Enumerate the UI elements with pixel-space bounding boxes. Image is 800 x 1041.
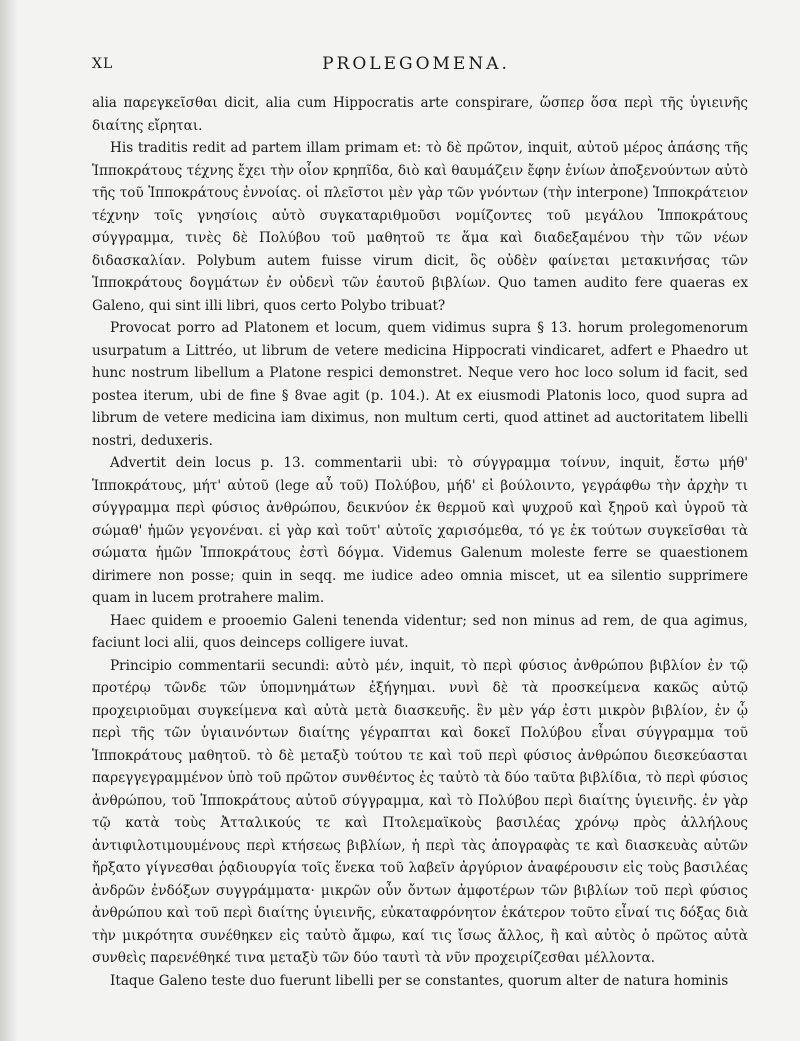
paragraph-provocat: Provocat porro ad Platonem et locum, quem vidimus supra § 13. horum prolegomenorum usurpatum a Littréo, ut librum de vetere medicina Hippocrati vindicaret, adfert e Phaedro ut hunc nostrum libellum a Platone respici demonstret. Neque vero hoc loco solum id facit, sed postea iterum, ubi de fine § 8vae agit (p. 104.). At ex eiusmodi Platonis loco, quod supra ad librum de vetere medicina iam diximus, non multum certi, quod attinet ad auctoritatem libelli nostri, deduxeris. bbox=[92, 320, 748, 449]
paragraph-principio: Principio commentarii secundi: αὐτὸ μέν, inquit, τὸ περὶ φύσιος ἀνθρώπου βιβλίον ἐν τῷ προτέρῳ τῶνδε τῶν ὑπομνημάτων ἐξήγημαι. νυνὶ δὲ τὰ προσκείμενα κακῶς αὐτῷ προχειριοῦμαι συγκείμενα καὶ αὐτὰ μετὰ διασκευῆς. ἓν μὲν γάρ ἐστι μικρὸν βιβλίον, ἐν ᾧ περὶ τῆς τῶν ὑγιαινόντων διαίτης γέγραπται καὶ δοκεῖ Πολύβου εἶναι σύγγραμμα τοῦ Ἱπποκράτους μαθητοῦ. τὸ δὲ μεταξὺ τούτου τε καὶ τοῦ περὶ φύσιος ἀνθρώπου διεσκεύασται παρεγγεγραμμένον ὑπὸ τοῦ πρῶτον συνθέντος ἐς ταὐτὸ τὰ δύο ταῦτα βιβλίδια, τὸ περὶ φύσιος ἀνθρώπου, τοῦ Ἱπποκράτους αὐτοῦ σύγγραμμα, καὶ τὸ Πολύβου περὶ διαίτης ὑγιεινῆς. ἐν γὰρ τῷ κατὰ τοὺς Ἀτταλικούς τε καὶ Πτολεμαϊκοὺς βασιλέας χρόνῳ πρὸς ἀλλήλους ἀντιφιλοτιμουμένους περὶ κτήσεως βιβλίων, ἡ περὶ τὰς ἀπογραφὰς τε καὶ διασκευὰς αὐτῶν ἤρξατο γίγνεσθαι ῥᾳδιουργία τοῖς ἕνεκα τοῦ λαβεῖν ἀργύριον ἀναφέρουσιν εἰς τοὺς βασιλέας ἀνδρῶν ἐνδόξων συγγράμματα· μικρῶν οὖν ὄντων ἀμφοτέρων τῶν βιβλίων τοῦ περὶ φύσιος ἀνθρώπου καὶ τοῦ περὶ διαίτης ὑγιεινῆς, εὐκαταφρόνητον ἑκάτερον τοῦτο εἶναί τις δόξας διὰ τὴν μικρότητα συνέθηκεν εἰς ταὐτὸ ἄμφω, καί τις ἴσως ἄλλος, ἢ καὶ αὐτὸς ὁ πρῶτος αὐτὰ συνθεὶς παρενέθηκέ τινα μεταξὺ τῶν δύο ταυτὶ τὰ νῦν προχειρίζεσθαι μέλλοντα. bbox=[92, 657, 748, 966]
page-body bbox=[92, 92, 748, 1022]
paragraph-advertit: Advertit dein locus p. 13. commentarii ubi: τὸ σύγγραμμα τοίνυν, inquit, ἔστω μήθ' Ἱπποκράτους, μήτ' αὐτοῦ (lege αὖ τοῦ) Πολύβου, μήδ' εἰ βούλοιντο, γεγράφθω τὴν ἀρχὴν τι σύγγραμμα περὶ φύσιος ἀνθρώπου, δεικνύον ἐκ θερμοῦ καὶ ψυχροῦ καὶ ξηροῦ καὶ ὑγροῦ τὰ σώμαθ' ἡμῶν γεγονέναι. εἰ γὰρ καὶ τοῦτ' αὐτοῖς χαρισόμεθα, τό γε ἐκ τούτων συγκεῖσθαι τὰ σώματα ἡμῶν Ἱπποκράτους ἐστὶ δόγμα. Videmus Galenum moleste ferre se quaestionem dirimere non posse; quin in seqq. me iudice adeo omnia miscet, ut ea silentio supprimere quam in lucem protrahere malim. bbox=[92, 455, 748, 606]
paragraph-haec-quidem: Haec quidem e prooemio Galeni tenenda videntur; sed non minus ad rem, de qua agimus, faciunt loci alii, quos deinceps colligere iuvat. bbox=[92, 612, 748, 651]
page-title: PROLEGOMENA. bbox=[322, 54, 510, 74]
paragraph-itaque: Itaque Galeno teste duo fuerunt libelli per se constantes, quorum alter de natura hominis bbox=[110, 972, 729, 989]
running-head bbox=[92, 54, 740, 78]
page-number: XL bbox=[92, 56, 114, 72]
gutter-shadow bbox=[0, 0, 18, 1041]
paragraph-his-traditis: His traditis redit ad partem illam primam et: τὸ δὲ πρῶτον, inquit, αὐτοῦ μέρος ἁπάσης τῆς Ἱπποκράτους τέχνης ἔχει τὴν οἷον κρηπῖδα, διὸ καὶ θαυμάζειν ἔφην ἐνίων ἀποξενούντων αὐτὸ τῆς τοῦ Ἱπποκράτους ἐννοίας. οἱ πλεῖστοι μὲν γὰρ τῶν γνόντων (τὴν interpone) Ἱπποκράτειον τέχνην τοῖς γνησίοις αὐτὸ συγκαταριθμοῦσι νομίζοντες τοῦ μεγάλου Ἱπποκράτους σύγγραμμα, τινὲς δὲ Πολύβου τοῦ μαθητοῦ τε ἅμα καὶ διαδεξαμένου τὴν τῶν νέων διδασκαλίαν. Polybum autem fuisse virum dicit, ὃς οὐδὲν φαίνεται μετακινήσας τῶν Ἱπποκράτους δογμάτων ἐν οὐδενὶ τῶν ἑαυτοῦ βιβλίων. Quo tamen audito fere quaeras ex Galeno, qui sint illi libri, quos certo Polybo tribuat? bbox=[92, 140, 748, 314]
paragraph-continuation: alia παρεγκεῖσθαι dicit, alia cum Hippocratis arte conspirare, ὥσπερ ὅσα περὶ τῆς ὑγιεινῆς διαίτης εἴρηται. bbox=[92, 95, 748, 134]
